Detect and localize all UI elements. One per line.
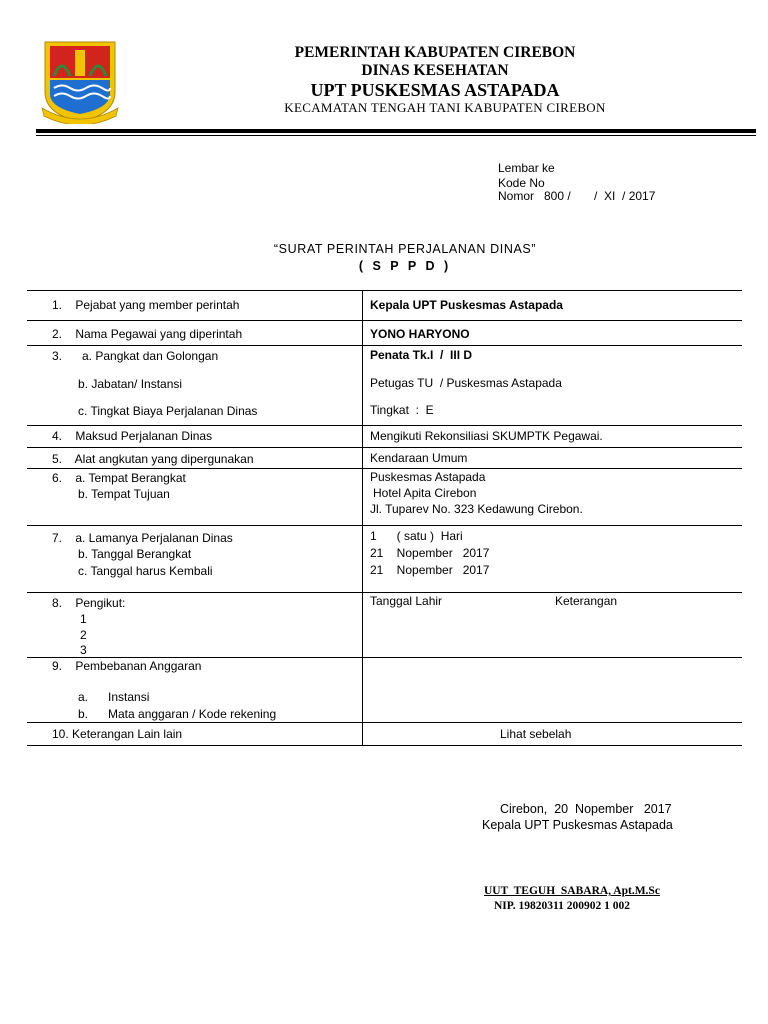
row2-value: YONO HARYONO	[370, 327, 470, 341]
row3c-value: Tingkat : E	[370, 403, 434, 417]
table-rule	[27, 447, 742, 448]
row9b-label: b. Mata anggaran / Kode rekening	[78, 707, 277, 721]
row7c-label: c. Tanggal harus Kembali	[78, 564, 213, 578]
row8-birthdate-header: Tanggal Lahir	[370, 594, 443, 608]
table-column-divider	[362, 290, 363, 746]
cirebon-regency-logo	[40, 38, 120, 124]
row6a-value: Puskesmas Astapada	[370, 470, 486, 484]
table-rule	[27, 468, 742, 469]
header-line-puskesmas: UPT PUSKESMAS ASTAPADA	[310, 80, 560, 100]
row6a-label: 6. a. Tempat Berangkat	[52, 471, 186, 485]
row2-label: 2. Nama Pegawai yang diperintah	[52, 327, 243, 341]
row8-follower-3: 3	[80, 643, 87, 657]
row7c-value: 21 Nopember 2017	[370, 563, 490, 577]
table-rule	[27, 320, 742, 321]
table-rule	[27, 745, 742, 746]
row7b-value: 21 Nopember 2017	[370, 546, 490, 560]
meta-nomor: Nomor 800 / / XI / 2017	[498, 189, 656, 203]
row7a-label: 7. a. Lamanya Perjalanan Dinas	[52, 531, 233, 545]
row8-note-header: Keterangan	[555, 594, 618, 608]
row1-value: Kepala UPT Puskesmas Astapada	[370, 298, 563, 312]
row5-label: 5. Alat angkutan yang dipergunakan	[52, 452, 254, 466]
row7b-label: b. Tanggal Berangkat	[78, 547, 192, 561]
row10-value: Lihat sebelah	[500, 727, 572, 741]
row7a-value: 1 ( satu ) Hari	[370, 529, 463, 543]
document-subtitle: ( S P P D )	[358, 259, 452, 273]
document-title: “SURAT PERINTAH PERJALANAN DINAS”	[273, 242, 537, 256]
header-line-government: PEMERINTAH KABUPATEN CIREBON	[294, 44, 576, 61]
row8-follower-2: 2	[80, 628, 87, 642]
row6c-value: Jl. Tuparev No. 323 Kedawung Cirebon.	[370, 502, 583, 516]
row8-label: 8. Pengikut:	[52, 596, 126, 610]
table-rule	[27, 425, 742, 426]
table-rule	[27, 722, 742, 723]
row1-label: 1. Pejabat yang member perintah	[52, 298, 240, 312]
row6b-value: Hotel Apita Cirebon	[373, 486, 477, 500]
row3b-label: b. Jabatan/ Instansi	[78, 377, 183, 391]
signature-place-date: Cirebon, 20 Nopember 2017	[500, 802, 672, 816]
meta-lembar: Lembar ke	[498, 161, 555, 175]
row9-label: 9. Pembebanan Anggaran	[52, 659, 202, 673]
row9a-label: a. Instansi	[78, 690, 150, 704]
table-rule	[27, 657, 742, 658]
table-rule	[27, 290, 742, 291]
header-divider-thin	[36, 135, 756, 136]
row8-follower-1: 1	[80, 612, 87, 626]
table-rule	[27, 345, 742, 346]
row10-label: 10. Keterangan Lain lain	[52, 727, 183, 741]
table-rule	[27, 525, 742, 526]
row4-value: Mengikuti Rekonsiliasi SKUMPTK Pegawai.	[370, 429, 603, 443]
row3c-label: c. Tingkat Biaya Perjalanan Dinas	[78, 404, 258, 418]
signature-position: Kepala UPT Puskesmas Astapada	[482, 818, 673, 832]
meta-kode: Kode No	[498, 176, 545, 190]
row6b-label: b. Tempat Tujuan	[78, 487, 170, 501]
header-divider-thick	[36, 129, 756, 133]
row3a-label: 3. a. Pangkat dan Golongan	[52, 349, 219, 363]
row4-label: 4. Maksud Perjalanan Dinas	[52, 429, 213, 443]
row5-value: Kendaraan Umum	[370, 451, 468, 465]
header-line-agency: DINAS KESEHATAN	[361, 62, 509, 79]
header-line-district: KECAMATAN TENGAH TANI KABUPATEN CIREBON	[284, 100, 606, 115]
table-rule	[27, 592, 742, 593]
signature-name: UUT TEGUH SABARA, Apt.M.Sc	[484, 885, 660, 897]
signature-nip: NIP. 19820311 200902 1 002	[494, 900, 630, 912]
row3b-value: Petugas TU / Puskesmas Astapada	[370, 376, 562, 390]
row3a-value: Penata Tk.I / III D	[370, 348, 473, 362]
